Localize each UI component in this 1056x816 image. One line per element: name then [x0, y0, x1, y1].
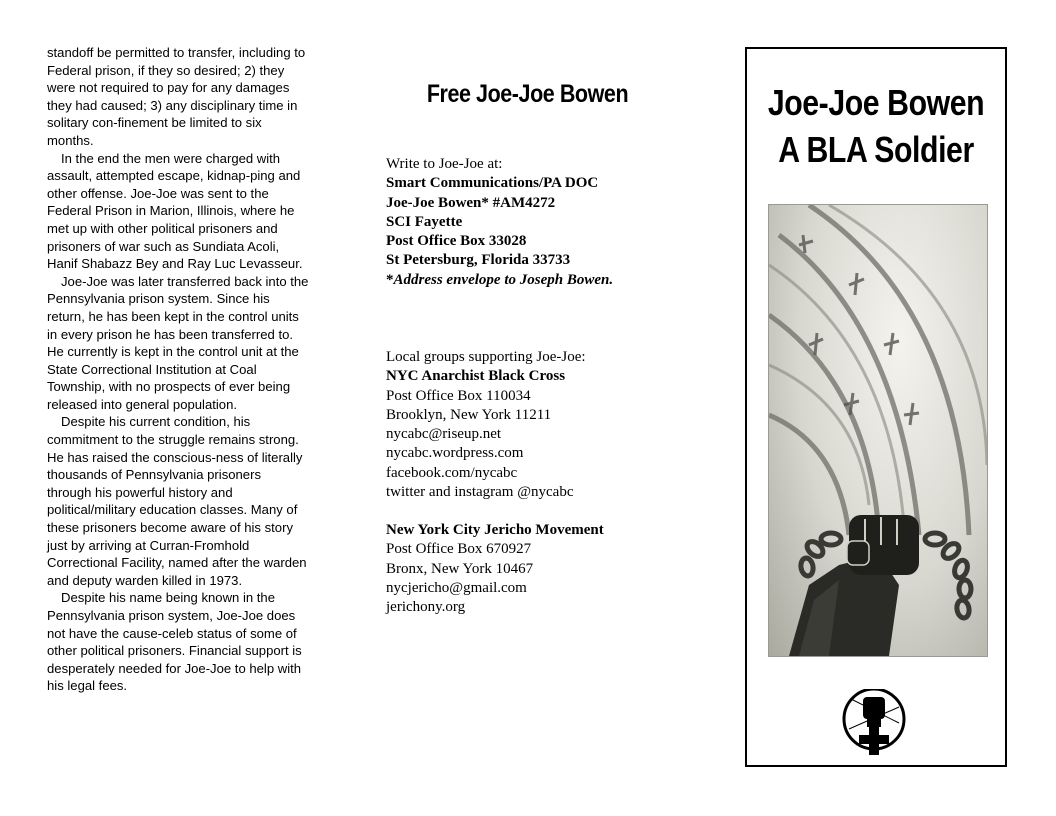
group-line: Bronx, New York 10467 — [386, 560, 534, 577]
paragraph: standoff be permitted to transfer, including to Federal prison, if they so desired; 2) they were not required to pay for any damages they had caused; 3) any disciplinary time in solitary con-finement be limited to six months. — [47, 45, 306, 148]
fist-anarchist-symbol-icon — [841, 689, 907, 755]
write-to-address-block — [386, 155, 613, 290]
address-line: Post Office Box 33028 — [386, 233, 527, 250]
cover-panel — [745, 47, 1007, 767]
group-email: nycabc@riseup.net — [386, 426, 502, 443]
groups-intro: Local groups supporting Joe-Joe: — [386, 349, 586, 365]
jericho-block — [386, 521, 604, 617]
paragraph: In the end the men were charged with assault, attempted escape, kidnap-ping and other offense. Joe-Joe was sent to the Federal Prison in Marion, Illinois, where he met up with other political prisoners and prisoners of war such as Sundiata Acoli, Hanif Shabazz Bey and Ray Luc Levasseur. — [47, 150, 303, 272]
envelope-note-text: Address envelope to Joseph Bowen. — [393, 271, 614, 288]
group-website: nycabc.wordpress.com — [386, 445, 524, 462]
group-social: twitter and instagram @nycabc — [386, 484, 574, 501]
cover-title-line2: A BLA Soldier — [778, 129, 974, 170]
write-intro: Write to Joe-Joe at: — [386, 156, 503, 172]
cover-title-line1: Joe-Joe Bowen — [767, 82, 985, 123]
support-groups-block — [386, 348, 586, 502]
paragraph: Despite his current condition, his commitment to the struggle remains strong. He has raised the conscious-ness of literally thousands of Pennsylvania prisoners through his powerful history and political/military education classes. Many of these prisoners become aware of his story just by arriving at Curran-Fromhold Correctional Facility, named after the warden and deputy warden killed in 1973. — [47, 414, 307, 588]
address-line: Joe-Joe Bowen* #AM4272 — [386, 194, 556, 211]
group-email: nycjericho@gmail.com — [386, 579, 527, 596]
paragraph: Joe-Joe was later transferred back into the Pennsylvania prison system. Since his return, he has been kept in the control units in every prison he has been transferred to. He currently is kept in the control unit at the State Correctional Institution at Coal Township, with no prospects of ever being released into general population. — [47, 273, 309, 412]
group-website: jerichony.org — [386, 599, 466, 616]
envelope-note — [386, 271, 613, 290]
paragraph: Despite his name being known in the Pennsylvania prison system, Joe-Joe does not have the cause-celeb status of some of other political prisoners. Financial support is desperately needed for Joe-Joe to help with his legal fees. — [47, 590, 302, 694]
address-line: SCI Fayette — [386, 213, 463, 230]
continued-article-column — [47, 44, 309, 695]
barbed-wire-fist-illustration — [768, 204, 988, 657]
address-line: Smart Communications/PA DOC — [386, 175, 599, 192]
group-name: NYC Anarchist Black Cross — [386, 368, 566, 385]
group-line: Post Office Box 110034 — [386, 387, 531, 404]
group-facebook: facebook.com/nycabc — [386, 464, 518, 481]
group-name: New York City Jericho Movement — [386, 522, 604, 538]
fist-breaking-chains-image — [769, 205, 987, 656]
group-line: Brooklyn, New York 11211 — [386, 406, 552, 423]
asterisk: * — [386, 271, 394, 288]
group-line: Post Office Box 670927 — [386, 541, 532, 558]
address-line: St Petersburg, Florida 33733 — [386, 252, 571, 269]
panel-heading: Free Joe-Joe Bowen — [426, 80, 629, 108]
